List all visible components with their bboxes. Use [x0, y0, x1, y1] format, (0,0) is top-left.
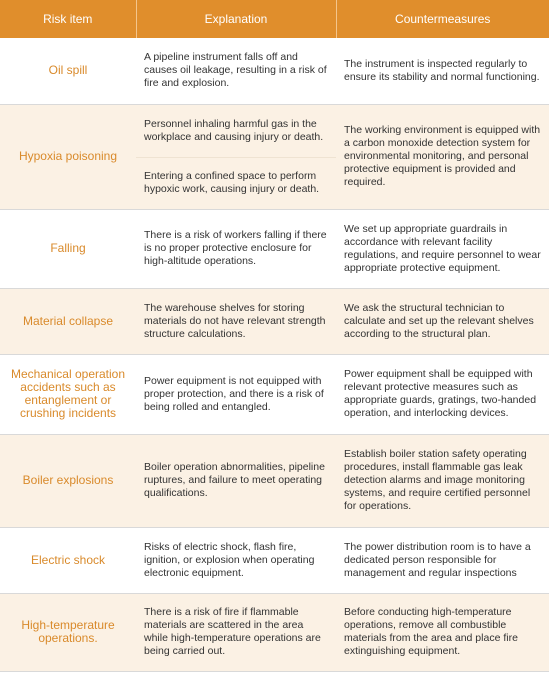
risk-item-cell: High-temperature operations.: [0, 593, 136, 671]
countermeasure-cell: The instrument is inspected regularly to ensure its stability and normal functioning.: [336, 38, 549, 104]
table-row: [0, 434, 549, 527]
table-row: [0, 104, 549, 157]
countermeasure-cell: The working environment is equipped with a carbon monoxide detection system for environmental monitoring, and personal protective equipment is provided and required.: [336, 104, 549, 209]
table-row: [0, 593, 549, 671]
risk-item-cell: Hypoxia poisoning: [0, 104, 136, 209]
countermeasure-cell: We set up appropriate guardrails in accordance with relevant facility regulations, and require personnel to wear appropriate protective equipment.: [336, 209, 549, 288]
risk-item-cell: Oil spill: [0, 38, 136, 104]
countermeasure-cell: Power equipment shall be equipped with relevant protective measures such as appropriate guards, gratings, two-handed operation, and interlocking devices.: [336, 354, 549, 434]
countermeasure-cell: Establish boiler station safety operating procedures, install flammable gas leak detection alarms and image monitoring systems, and require certified personnel for operations.: [336, 434, 549, 527]
explanation-cell: The warehouse shelves for storing materials do not have relevant strength structure calculations.: [136, 288, 336, 354]
table-row: [0, 209, 549, 288]
table-row: [0, 354, 549, 434]
explanation-cell: There is a risk of fire if flammable materials are scattered in the area while high-temperature operations are being carried out.: [136, 593, 336, 671]
header-explanation: Explanation: [136, 0, 336, 38]
countermeasure-cell: We ask the structural technician to calculate and set up the relevant shelves according to the structural plan.: [336, 288, 549, 354]
countermeasure-cell: The power distribution room is to have a dedicated person responsible for management and regular inspections: [336, 527, 549, 593]
explanation-cell: Risks of electric shock, flash fire, ignition, or explosion when operating electronic equipment.: [136, 527, 336, 593]
countermeasure-cell: Before conducting high-temperature operations, remove all combustible materials from the area and place fire extinguishing equipment.: [336, 593, 549, 671]
table-header-row: [0, 0, 549, 38]
header-risk-item: Risk item: [0, 0, 136, 38]
explanation-cell: Power equipment is not equipped with proper protection, and there is a risk of being rolled and entangled.: [136, 354, 336, 434]
table-row: [0, 527, 549, 593]
explanation-cell: There is a risk of workers falling if there is no proper protective enclosure for high-altitude operations.: [136, 209, 336, 288]
risk-item-cell: Falling: [0, 209, 136, 288]
table-row: [0, 38, 549, 104]
risk-item-cell: Mechanical operation accidents such as entanglement or crushing incidents: [0, 354, 136, 434]
risk-item-cell: Electric shock: [0, 527, 136, 593]
header-countermeasures: Countermeasures: [336, 0, 549, 38]
explanation-cell: Personnel inhaling harmful gas in the workplace and causing injury or death.: [136, 104, 336, 157]
explanation-cell: Boiler operation abnormalities, pipeline ruptures, and failure to meet operating qualifications.: [136, 434, 336, 527]
risk-item-cell: Boiler explosions: [0, 434, 136, 527]
explanation-cell: Entering a confined space to perform hypoxic work, causing injury or death.: [136, 157, 336, 209]
risk-item-cell: Material collapse: [0, 288, 136, 354]
table-row: [0, 288, 549, 354]
explanation-cell: A pipeline instrument falls off and causes oil leakage, resulting in a risk of fire and explosion.: [136, 38, 336, 104]
